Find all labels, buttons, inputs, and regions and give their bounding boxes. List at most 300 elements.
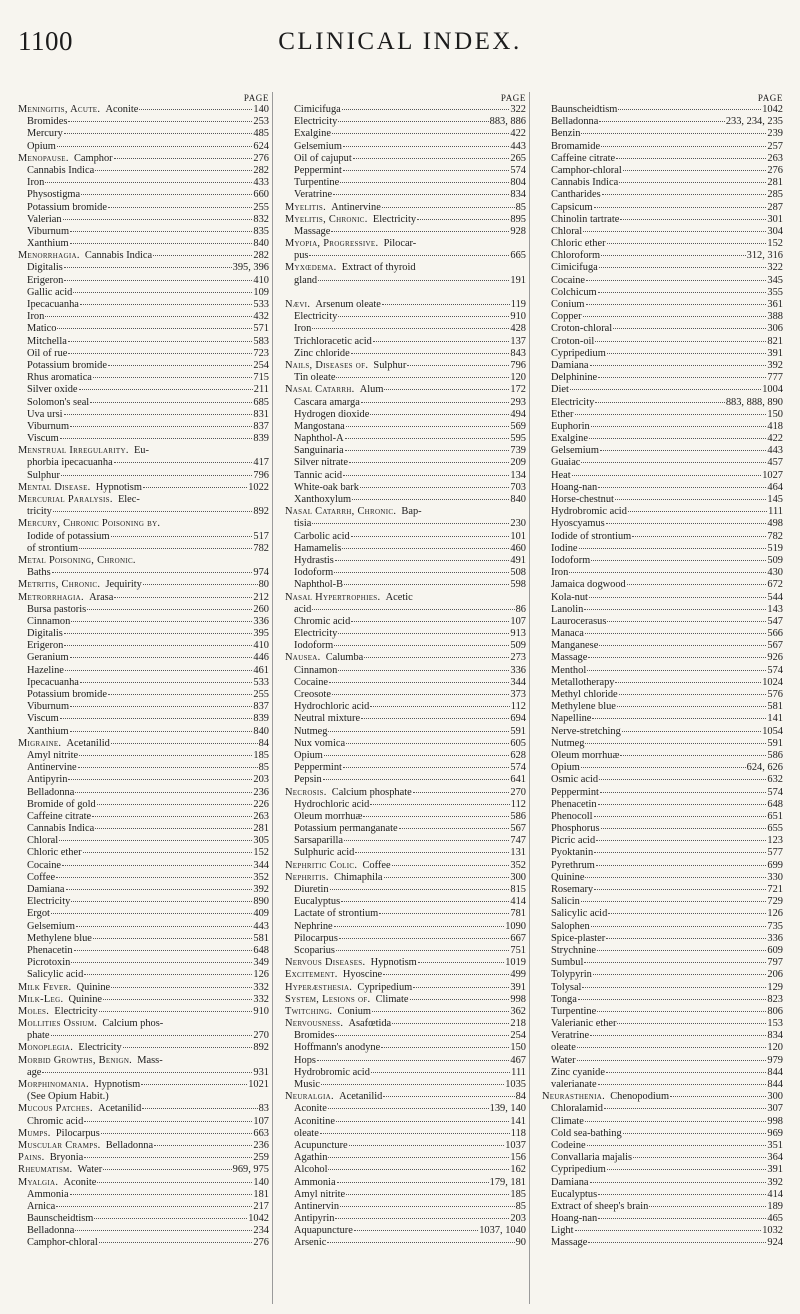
index-continuation-line — [18, 1067, 269, 1079]
page-reference: 533 — [253, 299, 269, 310]
index-subentry — [18, 360, 269, 372]
dot-leader — [633, 1157, 766, 1158]
index-subentry — [18, 409, 269, 421]
entry-term: gland — [294, 274, 318, 286]
entry-term: Water — [551, 1054, 576, 1066]
page-reference: 206 — [767, 969, 783, 981]
entry-remedy: Alum — [359, 384, 384, 396]
page-reference: 259 — [253, 1152, 269, 1164]
page-reference: 910 — [510, 311, 526, 323]
index-subentry — [18, 652, 269, 664]
column-page-label: PAGE — [500, 93, 526, 103]
index-subentry — [542, 1140, 783, 1152]
page-reference: 1054 — [762, 725, 783, 737]
dot-leader — [337, 1182, 489, 1183]
dot-leader — [361, 718, 509, 719]
dot-leader — [361, 402, 510, 403]
page-reference: 928 — [510, 225, 526, 237]
dot-leader — [585, 877, 766, 878]
dot-leader — [577, 1047, 767, 1048]
entry-term: Iodine — [551, 542, 578, 554]
entry-term: Camphor-chloral — [551, 164, 622, 176]
page-reference: 254 — [510, 1030, 526, 1042]
dot-leader — [123, 1047, 253, 1048]
blank-line — [285, 287, 526, 299]
entry-term: Methylene blue — [551, 701, 616, 713]
entry-term: age — [27, 1066, 42, 1078]
index-subentry — [18, 726, 269, 738]
entry-term: Erigeron — [27, 274, 64, 286]
index-subentry — [285, 665, 526, 677]
index-subentry — [542, 1067, 783, 1079]
index-subentry — [285, 567, 526, 579]
entry-term: Veratrine — [551, 1030, 590, 1042]
page-reference: 255 — [253, 201, 269, 213]
page-reference: 141 — [510, 1115, 526, 1127]
dot-leader — [336, 1121, 509, 1122]
index-subentry — [18, 811, 269, 823]
page-reference: 432 — [253, 311, 269, 323]
dot-leader — [97, 1182, 252, 1183]
page-reference: 107 — [253, 1115, 269, 1127]
entry-term: White-oak bark — [294, 481, 359, 493]
page-reference: 1035 — [505, 1079, 526, 1090]
dot-leader — [349, 462, 509, 463]
page-reference: 253 — [253, 116, 269, 128]
index-subentry — [542, 738, 783, 750]
index-subentry — [542, 701, 783, 713]
dot-leader — [581, 767, 746, 768]
index-subentry — [542, 1164, 783, 1176]
dot-leader — [607, 243, 767, 244]
page-reference: 509 — [767, 554, 783, 566]
index-subentry — [285, 811, 526, 823]
dot-leader — [68, 353, 252, 354]
dot-leader — [617, 706, 766, 707]
page-reference: 276 — [767, 164, 783, 176]
page-reference: 721 — [767, 884, 783, 895]
entry-term: Iodoform — [294, 640, 334, 652]
dot-leader — [622, 731, 761, 732]
index-subentry — [542, 226, 783, 238]
dot-leader — [84, 974, 252, 975]
entry-remedy: Acetanilid — [98, 1103, 142, 1115]
page-reference: 840 — [253, 238, 269, 250]
dot-leader — [92, 816, 252, 817]
index-subentry — [542, 811, 783, 823]
entry-term: Xanthium — [27, 238, 69, 250]
entry-term: Cocaine — [294, 676, 329, 688]
page-reference: 837 — [253, 420, 269, 432]
entry-term: Amyl nitrite — [294, 1188, 346, 1200]
entry-term: phate — [27, 1030, 50, 1042]
dot-leader — [114, 462, 253, 463]
index-subentry — [542, 592, 783, 604]
index-subentry — [18, 945, 269, 957]
index-subentry — [285, 689, 526, 701]
index-heading-entry — [18, 494, 269, 506]
entry-term: Capsicum — [551, 201, 593, 213]
dot-leader — [56, 877, 252, 878]
page-reference: 322 — [767, 262, 783, 274]
index-subentry — [18, 1116, 269, 1128]
entry-term: Viburnum — [27, 701, 70, 713]
page-reference: 665 — [510, 250, 526, 262]
entry-remedy: Hypnotism — [94, 1079, 141, 1090]
entry-term: Oleum morrhuæ — [551, 749, 620, 761]
entry-term: Chloric ether — [551, 238, 606, 250]
entry-term: Chloric ether — [27, 847, 82, 859]
index-subentry — [542, 262, 783, 274]
page-reference: 293 — [510, 396, 526, 408]
index-heading-entry — [285, 238, 526, 250]
entry-term: Chloral — [551, 225, 583, 237]
dot-leader — [618, 109, 761, 110]
dot-leader — [153, 255, 252, 256]
dot-leader — [590, 1182, 767, 1183]
index-subentry — [18, 616, 269, 628]
entry-term: Cannabis Indica — [27, 823, 95, 835]
entry-remedy: Climate — [375, 993, 409, 1005]
entry-term: Gelsemium — [551, 445, 599, 457]
page-reference: 494 — [510, 408, 526, 420]
index-subentry — [542, 750, 783, 762]
entry-term: Bromamide — [551, 140, 601, 152]
entry-term: Massage — [551, 652, 588, 664]
dot-leader — [341, 901, 509, 902]
page-reference: 509 — [510, 640, 526, 652]
entry-term: Ammonia — [294, 1176, 336, 1188]
page-reference: 118 — [510, 1127, 526, 1139]
page-reference: 1042 — [762, 104, 783, 115]
entry-term: Diet — [551, 384, 569, 396]
index-subentry — [542, 1042, 783, 1054]
dot-leader — [581, 462, 766, 463]
page-reference: 179, 181 — [489, 1176, 526, 1188]
index-subentry — [542, 470, 783, 482]
index-subentry — [285, 579, 526, 591]
index-heading-entry — [18, 1103, 269, 1115]
entry-term: Iodide of potassium — [27, 530, 110, 542]
page-reference: 141 — [767, 713, 783, 725]
entry-term: Potassium bromide — [27, 359, 107, 371]
dot-leader — [63, 219, 253, 220]
page-reference: 605 — [510, 737, 526, 749]
index-subentry — [18, 860, 269, 872]
entry-term: Camphor-chloral — [27, 1237, 98, 1249]
entry-term: Mumps. — [18, 1127, 51, 1139]
index-subentry — [18, 604, 269, 616]
dot-leader — [598, 292, 767, 293]
page-reference: 345 — [767, 274, 783, 286]
entry-term: Hydrochloric acid — [294, 701, 370, 713]
dot-leader — [334, 572, 509, 573]
dot-leader — [364, 657, 509, 658]
dot-leader — [575, 1230, 762, 1231]
page-reference: 270 — [253, 1030, 269, 1042]
index-subentry — [542, 506, 783, 518]
index-subentry — [18, 896, 269, 908]
index-subentry — [542, 982, 783, 994]
page-reference: 667 — [510, 932, 526, 944]
entry-term: Oil of cajuput — [294, 152, 352, 164]
page-reference: 189 — [767, 1200, 783, 1212]
index-subentry — [542, 604, 783, 616]
dot-leader — [607, 1169, 767, 1170]
index-subentry — [542, 348, 783, 360]
page-reference: 254 — [253, 359, 269, 371]
dot-leader — [592, 718, 766, 719]
index-subentry — [18, 336, 269, 348]
entry-remedy: Hypnotism — [95, 481, 142, 493]
dot-leader — [343, 767, 510, 768]
entry-term: Chloralamid — [551, 1103, 603, 1115]
page-reference: 574 — [767, 786, 783, 798]
page-reference: 796 — [510, 359, 526, 371]
dot-leader — [68, 779, 252, 780]
entry-term: Erigeron — [27, 640, 64, 652]
dot-leader — [80, 682, 252, 683]
entry-term: Cold sea-bathing — [551, 1127, 622, 1139]
dot-leader — [589, 597, 766, 598]
entry-term: Bromide of gold — [27, 798, 96, 810]
entry-term: Iron — [551, 567, 569, 579]
index-subentry — [285, 1201, 526, 1213]
dot-leader — [599, 645, 766, 646]
page-reference: 139, 140 — [489, 1103, 526, 1115]
dot-leader — [606, 938, 766, 939]
index-subentry — [542, 1030, 783, 1042]
entry-term: Morbid Growths, Benign. — [18, 1054, 133, 1066]
page-reference: 839 — [253, 713, 269, 725]
index-subentry — [542, 872, 783, 884]
dot-leader — [64, 267, 232, 268]
page-reference: 979 — [767, 1054, 783, 1066]
entry-term: Antipyrin — [27, 774, 68, 786]
page-reference: 185 — [510, 1188, 526, 1200]
index-subentry — [285, 336, 526, 348]
page-reference: 109 — [253, 286, 269, 298]
page-reference: 265 — [510, 152, 526, 164]
page-reference: 1021 — [248, 1079, 269, 1090]
index-subentry — [285, 945, 526, 957]
entry-term: Xanthium — [27, 725, 69, 737]
index-heading-entry — [18, 1006, 269, 1018]
page-reference: 153 — [767, 1018, 783, 1030]
entry-term: Pyrethrum — [551, 859, 595, 871]
entry-term: Cypripedium — [551, 347, 606, 359]
dot-leader — [588, 657, 766, 658]
page-reference: 392 — [767, 1176, 783, 1188]
index-heading-entry — [18, 1128, 269, 1140]
index-subentry — [285, 323, 526, 335]
page-reference: 332 — [253, 981, 269, 993]
dot-leader — [74, 950, 253, 951]
entry-term: Electricity — [294, 311, 338, 323]
dot-leader — [70, 1194, 253, 1195]
dot-leader — [70, 231, 252, 232]
dot-leader — [594, 852, 766, 853]
page-reference: 90 — [515, 1237, 526, 1249]
dot-leader — [108, 694, 252, 695]
entry-term: Mercurial Paralysis. — [18, 494, 113, 505]
entry-term: valerianate — [551, 1079, 597, 1090]
dot-leader — [114, 158, 253, 159]
dot-leader — [52, 572, 253, 573]
page-reference: 567 — [767, 640, 783, 652]
entry-term: Climate — [551, 1115, 584, 1127]
index-subentry — [542, 1189, 783, 1201]
dot-leader — [607, 353, 767, 354]
page-reference: 491 — [510, 554, 526, 566]
page-reference: 595 — [510, 433, 526, 445]
entry-term: Viburnum — [27, 225, 70, 237]
page-reference: 112 — [510, 798, 526, 810]
index-subentry — [18, 543, 269, 555]
index-continuation-line — [285, 604, 526, 616]
page-reference: 467 — [510, 1054, 526, 1066]
index-subentry — [542, 908, 783, 920]
entry-remedy: Quinine — [68, 993, 103, 1005]
dot-leader — [392, 865, 510, 866]
entry-term: Iodoform — [551, 554, 591, 566]
entry-term: Opium — [27, 140, 56, 152]
dot-leader — [346, 1194, 509, 1195]
dot-leader — [99, 1242, 253, 1243]
dot-leader — [370, 414, 509, 415]
index-heading-entry — [18, 592, 269, 604]
index-subentry — [542, 104, 783, 116]
entry-term: Heat — [551, 469, 571, 481]
index-subentry — [18, 348, 269, 360]
page-reference: 443 — [253, 920, 269, 932]
entry-term: Hops — [294, 1054, 316, 1066]
dot-leader — [413, 792, 510, 793]
index-subentry — [542, 250, 783, 262]
index-subentry — [285, 847, 526, 859]
index-continuation-line — [285, 275, 526, 287]
dot-leader — [79, 548, 252, 549]
index-subentry — [542, 494, 783, 506]
dot-leader — [71, 962, 252, 963]
index-subentry — [542, 177, 783, 189]
page-reference: 391 — [767, 347, 783, 359]
dot-leader — [413, 987, 509, 988]
entry-term: Phosphorus — [551, 823, 600, 835]
page-reference: 162 — [510, 1164, 526, 1176]
entry-term: Pyoktanin — [551, 847, 594, 859]
entry-remedy: Chenopodium — [610, 1091, 670, 1103]
entry-term: Metallotherapy — [551, 676, 615, 688]
index-continuation-line — [285, 250, 526, 262]
entry-term: Valerian — [27, 213, 62, 225]
index-subentry — [542, 116, 783, 128]
entry-term: Caffeine citrate — [27, 810, 92, 822]
index-subentry — [285, 1177, 526, 1189]
index-heading-entry — [285, 652, 526, 664]
index-subentry — [285, 896, 526, 908]
index-subentry — [285, 1116, 526, 1128]
entry-term: Tannic acid — [294, 469, 343, 481]
page-reference: 571 — [253, 323, 269, 335]
index-subentry — [18, 287, 269, 299]
dot-leader — [583, 231, 766, 232]
entry-term: Conium — [551, 299, 585, 310]
dot-leader — [632, 536, 766, 537]
dot-leader — [585, 1121, 767, 1122]
entry-term: Eucalyptus — [294, 896, 341, 908]
page-reference: 85 — [258, 762, 269, 774]
page-reference: 322 — [510, 104, 526, 115]
entry-term: Ipecacuanha — [27, 299, 79, 310]
index-subentry — [542, 153, 783, 165]
dot-leader — [114, 597, 252, 598]
entry-term: Tin oleate — [294, 372, 336, 384]
dot-leader — [360, 487, 509, 488]
page-reference: 263 — [253, 810, 269, 822]
entry-term: Matico — [27, 323, 57, 335]
entry-term: Salicin — [551, 896, 580, 908]
dot-leader — [623, 170, 767, 171]
page-reference: 218 — [510, 1018, 526, 1030]
dot-leader — [615, 682, 761, 683]
entry-term: Methyl chloride — [551, 689, 618, 700]
entry-term: Viscum — [27, 433, 59, 445]
index-subentry — [542, 1225, 783, 1237]
dot-leader — [75, 792, 252, 793]
page-reference: 392 — [767, 359, 783, 371]
page-reference: 931 — [253, 1066, 269, 1078]
dot-leader — [616, 158, 766, 159]
page-reference: 574 — [510, 762, 526, 774]
page-reference: 1022 — [248, 481, 269, 493]
index-subentry — [18, 470, 269, 482]
index-subentry — [542, 543, 783, 555]
dot-leader — [371, 1072, 510, 1073]
page-reference: 129 — [767, 981, 783, 993]
index-subentry — [285, 933, 526, 945]
entry-term: Antipyrin — [294, 1213, 335, 1225]
dot-leader — [604, 1108, 766, 1109]
entry-remedy: Acetanilid — [66, 737, 110, 749]
entry-term: Osmic acid — [551, 774, 599, 786]
index-heading-entry — [285, 787, 526, 799]
dot-leader — [64, 645, 252, 646]
entry-term: Turpentine — [294, 177, 340, 189]
index-subentry — [542, 921, 783, 933]
dot-leader — [598, 1218, 766, 1219]
index-subentry — [285, 482, 526, 494]
entry-term: Jamaica dogwood — [551, 579, 626, 591]
index-subentry — [18, 311, 269, 323]
index-heading-entry — [285, 360, 526, 372]
entry-remedy: Hyoscine — [342, 969, 383, 981]
dot-leader — [593, 974, 767, 975]
dot-leader — [143, 584, 258, 585]
page-reference: 300 — [767, 1091, 783, 1103]
index-subentry — [18, 384, 269, 396]
index-subentry — [542, 214, 783, 226]
index-heading-entry — [18, 482, 269, 494]
page-reference: 181 — [253, 1188, 269, 1200]
entry-term: Nausea. — [285, 652, 321, 664]
entry-term: Neuralgia. — [285, 1091, 334, 1103]
index-subentry — [542, 677, 783, 689]
page-reference: 840 — [510, 494, 526, 505]
dot-leader — [598, 487, 766, 488]
dot-leader — [64, 280, 252, 281]
entry-term: Agathin — [294, 1152, 328, 1164]
